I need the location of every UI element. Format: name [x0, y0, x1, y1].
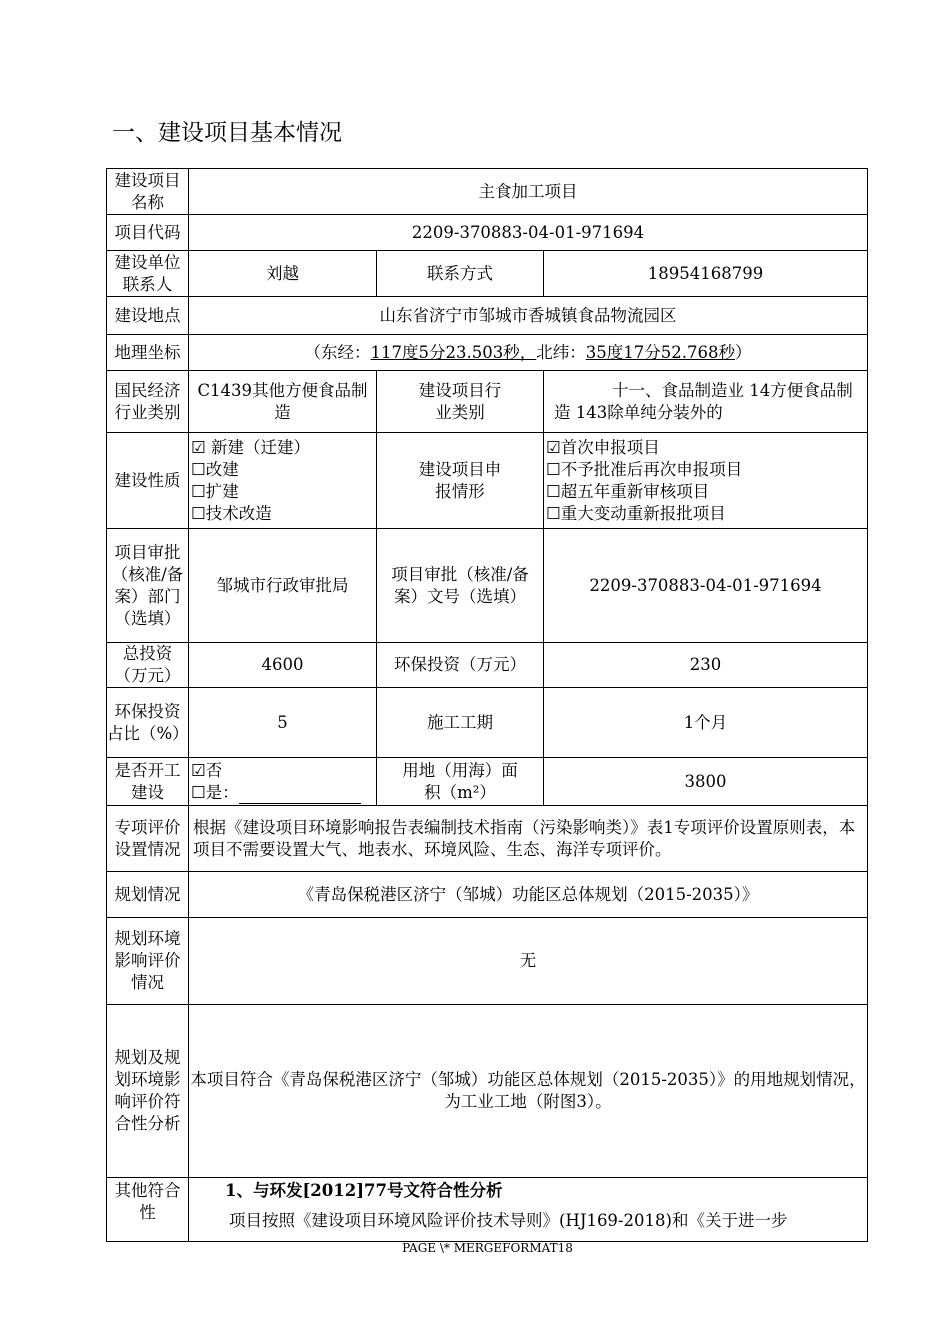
- row-plan-analysis: [107, 1005, 868, 1178]
- checkbox-five-years[interactable]: ☐超五年重新审核项目: [546, 481, 710, 501]
- plan: 《青岛保税港区济宁（邹城）功能区总体规划（2015-2035）》: [189, 872, 868, 918]
- project-info-table: [106, 168, 868, 1242]
- project-code: 2209-370883-04-01-971694: [189, 215, 868, 251]
- checkbox-yes-row: [191, 782, 374, 804]
- row-plan: [107, 872, 868, 918]
- special-eval: 根据《建设项目环境影响报告表编制技术指南（污染影响类）》表1专项评价设置原则表，本项目不需要设置大气、地表水、环境风险、生态、海洋专项评价。: [189, 806, 868, 872]
- row-plan-eia: [107, 918, 868, 1005]
- checkbox-no[interactable]: ☑否: [191, 760, 223, 780]
- longitude: 117度5分23.503秒，: [370, 342, 537, 362]
- yes-input-line[interactable]: [239, 787, 361, 804]
- row-contact: [107, 251, 868, 297]
- label: 用地（用海）面积（m²）: [377, 758, 544, 806]
- label: 项目审批（核准/备案）文号（选填）: [377, 529, 544, 643]
- construction-period: 1个月: [544, 688, 868, 758]
- label: 专项评价设置情况: [107, 806, 189, 872]
- env-ratio: 5: [189, 688, 377, 758]
- label: 规划情况: [107, 872, 189, 918]
- checkbox-major-change[interactable]: ☐重大变动重新报批项目: [546, 503, 726, 523]
- label: 环保投资（万元）: [377, 643, 544, 688]
- label: 施工工期: [377, 688, 544, 758]
- checkbox-new[interactable]: ☑ 新建（迁建）: [191, 437, 311, 457]
- row-started: [107, 758, 868, 806]
- label: 规划环境影响评价情况: [107, 918, 189, 1005]
- row-location: [107, 297, 868, 335]
- row-name: [107, 169, 868, 215]
- subheading: 1、与环发[2012]77号文符合性分析: [225, 1181, 503, 1200]
- latitude: 35度17分52.768秒: [585, 342, 735, 362]
- location: 山东省济宁市邹城市香城镇食品物流园区: [189, 297, 868, 335]
- label: 规划及规划环境影响评价符合性分析: [107, 1005, 189, 1178]
- plan-analysis: 本项目符合《青岛保税港区济宁（邹城）功能区总体规划（2015-2035）》的用地规划情况，为工业工地（附图3）。: [189, 1005, 868, 1178]
- checkbox-resubmit[interactable]: ☐不予批准后再次申报项目: [546, 459, 743, 479]
- checkbox-yes[interactable]: ☐是：: [191, 782, 239, 802]
- checkbox-expand[interactable]: ☐扩建: [191, 481, 239, 501]
- page-footer: PAGE \* MERGEFORMAT18: [402, 1241, 573, 1255]
- label: 国民经济行业类别: [107, 371, 189, 433]
- label: 建设项目申报情形: [377, 433, 544, 529]
- label: 建设项目名称: [107, 169, 189, 215]
- checkbox-rebuild[interactable]: ☐改建: [191, 459, 239, 479]
- paragraph: 项目按照《建设项目环境风险评价技术导则》(HJ169-2018)和《关于进一步: [229, 1211, 788, 1230]
- label: 是否开工建设: [107, 758, 189, 806]
- label: 建设单位联系人: [107, 251, 189, 297]
- row-investment: [107, 643, 868, 688]
- row-other: [107, 1178, 868, 1242]
- total-investment: 4600: [189, 643, 377, 688]
- project-category: 十一、食品制造业 14方便食品制造 143除单纯分装外的: [544, 371, 868, 433]
- section-heading: 一、建设项目基本情况: [112, 120, 342, 146]
- other-content: [189, 1178, 868, 1242]
- label: 建设性质: [107, 433, 189, 529]
- declaration-options: [544, 433, 868, 529]
- contact-person: 刘越: [189, 251, 377, 297]
- label: 联系方式: [377, 251, 544, 297]
- label: 项目代码: [107, 215, 189, 251]
- row-ratio: [107, 688, 868, 758]
- approval-dept: 邹城市行政审批局: [189, 529, 377, 643]
- plan-eia: 无: [189, 918, 868, 1005]
- nature-options: [189, 433, 377, 529]
- started-options: [189, 758, 377, 806]
- land-area: 3800: [544, 758, 868, 806]
- text: （东经：: [304, 342, 371, 362]
- coordinates: [189, 335, 868, 371]
- industry-category: C1439其他方便食品制造: [189, 371, 377, 433]
- row-coords: [107, 335, 868, 371]
- checkbox-first[interactable]: ☑首次申报项目: [546, 437, 660, 457]
- label: 项目审批（核准/备案）部门（选填）: [107, 529, 189, 643]
- text: 北纬：: [536, 342, 586, 362]
- label: 地理坐标: [107, 335, 189, 371]
- contact-phone: 18954168799: [544, 251, 868, 297]
- text: ）: [735, 342, 752, 362]
- row-approval: [107, 529, 868, 643]
- label: 建设项目行业类别: [377, 371, 544, 433]
- row-special: [107, 806, 868, 872]
- project-name: 主食加工项目: [189, 169, 868, 215]
- row-industry: [107, 371, 868, 433]
- row-code: [107, 215, 868, 251]
- label: 环保投资占比（%）: [107, 688, 189, 758]
- label: 总投资（万元）: [107, 643, 189, 688]
- row-nature: [107, 433, 868, 529]
- env-investment: 230: [544, 643, 868, 688]
- label: 建设地点: [107, 297, 189, 335]
- checkbox-tech[interactable]: ☐技术改造: [191, 503, 272, 523]
- approval-number: 2209-370883-04-01-971694: [544, 529, 868, 643]
- label: 其他符合性: [107, 1178, 189, 1242]
